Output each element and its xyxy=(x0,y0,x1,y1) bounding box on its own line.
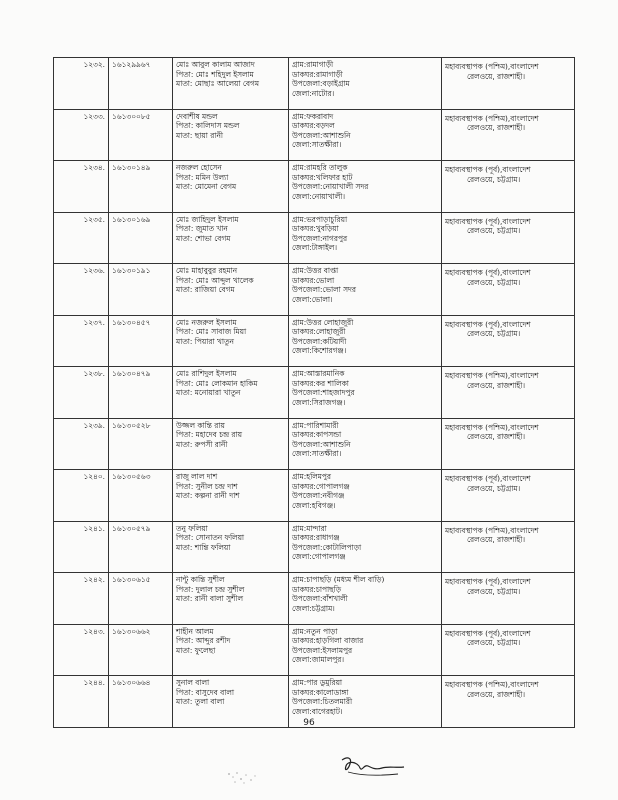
office-cell xyxy=(442,573,575,625)
address-upazila: উপজেলা:নবীগঞ্জ xyxy=(292,491,345,501)
address-district: জেলা:জামালপুর। xyxy=(292,655,344,665)
roll-number: ১৬১৩০৫৬৩ xyxy=(112,472,151,481)
candidate-name: তনু ফলিয়া xyxy=(176,523,208,533)
office-line-2: রেলওয়ে, রাজশাহী। xyxy=(467,380,526,390)
address-post-office: ডাকঘর:কাপসন্ডা xyxy=(292,430,342,440)
address-post-office: ডাকঘর:কালোডাঙ্গা xyxy=(292,687,349,697)
address-district: জেলা:সিরাজগঞ্জ। xyxy=(292,397,346,407)
office-line-2: রেলওয়ে, রাজশাহী। xyxy=(467,123,526,133)
serial-cell xyxy=(54,58,109,110)
mother-name: মাতা: পিয়ারা খাতুন xyxy=(176,336,234,346)
name-cell xyxy=(173,521,289,573)
mother-name: মাতা: মোমেনা বেগম xyxy=(176,182,237,192)
mother-name: মাতা: মনোয়ারা খাতুন xyxy=(176,388,241,398)
name-cell xyxy=(173,212,289,264)
address-village: গ্রাম:ফকরাবাদ xyxy=(292,111,334,121)
address-village: গ্রাম:পার ডুমুরিয়া xyxy=(292,678,343,687)
roll-number: ১৬১৩০৬১৫ xyxy=(112,575,151,584)
table-row xyxy=(54,418,575,470)
address-post-office: ডাকঘর:চাপাছড়ি xyxy=(292,584,342,594)
address-upazila: উপজেলা:নাগরপুর xyxy=(292,233,348,243)
address-post-office: ডাকঘর:হাড়গিলা বাজার xyxy=(292,636,364,646)
serial-cell xyxy=(54,212,109,264)
roll-number: ১৬১৩০৬৬৪ xyxy=(112,678,151,687)
address-village: গ্রাম:রামহরি তালুক xyxy=(292,163,348,172)
name-cell xyxy=(173,470,289,522)
address-upazila: উপজেলা:ইসলামপুর xyxy=(292,645,353,655)
mother-name: মাতা: রাজিয়া বেগম xyxy=(176,285,235,295)
serial-number: ১২৩৩. xyxy=(83,111,105,121)
office-line-2: রেলওয়ে, চট্টগ্রাম। xyxy=(467,174,521,184)
office-line-2: রেলওয়ে, চট্টগ্রাম। xyxy=(467,329,521,339)
serial-cell xyxy=(54,264,109,316)
father-name: পিতা: সুনীল চন্দ্র দাশ xyxy=(176,481,238,491)
candidate-name: নান্টু কান্তি সুশীল xyxy=(176,575,225,584)
office-line-2: রেলওয়ে, চট্টগ্রাম। xyxy=(467,638,521,648)
candidate-name: মোঃ মাহাবুবুর রহমান xyxy=(176,266,238,275)
address-district: জেলা:কিশোরগঞ্জ। xyxy=(292,346,347,356)
roll-number: ১৬১৩০৫২৮ xyxy=(112,420,151,430)
office-cell xyxy=(442,315,575,367)
signature-mark xyxy=(338,754,408,780)
serial-cell xyxy=(54,418,109,470)
address-post-office: ডাকঘর:ভোলা xyxy=(292,275,335,285)
office-cell xyxy=(442,58,575,110)
roll-number: ১৬১৩০১৬৯ xyxy=(112,214,151,224)
address-village: গ্রাম:রামাগাড়ী xyxy=(292,60,334,69)
serial-cell xyxy=(54,573,109,625)
office-line-1: মহাব্যবস্থাপক (পূর্ব),বাংলাদেশ xyxy=(445,474,531,483)
address-cell xyxy=(289,521,442,573)
table-row xyxy=(54,624,575,676)
father-name: পিতা: মমিন উল্যা xyxy=(176,172,229,182)
office-cell xyxy=(442,367,575,419)
office-line-2: রেলওয়ে, রাজশাহী। xyxy=(467,71,526,81)
address-post-office: ডাকঘর:লোহাজুরী xyxy=(292,327,346,337)
address-village: গ্রাম:নতুন পাড়া xyxy=(292,626,338,636)
address-village: গ্রাম:হলিমপুর xyxy=(292,472,331,481)
office-line-2: রেলওয়ে, রাজশাহী। xyxy=(467,432,526,442)
name-cell xyxy=(173,264,289,316)
father-name: পিতা: জুমাত খান xyxy=(176,224,228,234)
name-cell xyxy=(173,418,289,470)
mother-name: মাতা: মোছাঃ আলেয়া বেগম xyxy=(176,79,259,89)
office-cell xyxy=(442,212,575,264)
table-row xyxy=(54,367,575,419)
roll-number: ১৬১২৯৯৬৭ xyxy=(112,60,151,69)
table-row xyxy=(54,109,575,161)
candidate-name: মোঃ রাশিদুল ইসলাম xyxy=(176,369,237,378)
address-upazila: উপজেলা:শাহজাদপুর xyxy=(292,388,355,398)
address-cell xyxy=(289,161,442,213)
address-cell xyxy=(289,367,442,419)
roll-cell xyxy=(109,624,173,676)
table-row xyxy=(54,161,575,213)
office-line-2: রেলওয়ে, রাজশাহী। xyxy=(467,689,526,699)
name-cell xyxy=(173,624,289,676)
address-district: জেলা:গোপালগঞ্জ xyxy=(292,552,346,562)
address-district: জেলা:সাতক্ষীরা। xyxy=(292,449,342,459)
table-row xyxy=(54,521,575,573)
candidate-name: শাহীন আলম xyxy=(176,626,214,636)
roll-cell xyxy=(109,418,173,470)
address-village: গ্রাম:চাপাছড়ি (মধ্যম শীল বাড়ি) xyxy=(292,575,385,584)
candidate-name: সুনাল বালা xyxy=(176,678,210,687)
name-cell xyxy=(173,315,289,367)
roll-number: ১৬১৩০১৪৯ xyxy=(112,163,151,172)
serial-number: ১২৩৬. xyxy=(83,266,105,275)
roll-number: ১৬১৩০১৯১ xyxy=(112,266,151,275)
address-district: জেলা:সাতক্ষীরা। xyxy=(292,140,342,150)
serial-number: ১২৩৯. xyxy=(83,420,105,430)
mother-name: মাতা: রুপসী রানী xyxy=(176,439,228,449)
address-post-office: ডাকঘর:কর শালিকা xyxy=(292,378,349,388)
address-cell xyxy=(289,58,442,110)
office-cell xyxy=(442,161,575,213)
address-upazila: উপজেলা:চিতলমারী xyxy=(292,697,353,707)
roll-cell xyxy=(109,212,173,264)
office-line-1: মহাব্যবস্থাপক (পূর্ব),বাংলাদেশ xyxy=(445,268,531,277)
office-line-1: মহাব্যবস্থাপক (পূর্ব),বাংলাদেশ xyxy=(445,628,531,638)
address-upazila: উপজেলা:কোটালিপাড়া xyxy=(292,542,362,552)
candidate-name: রাজু লাল দাশ xyxy=(176,472,218,481)
roll-number: ১৬১৩০৬৬২ xyxy=(112,626,151,636)
table-row xyxy=(54,573,575,625)
serial-cell xyxy=(54,624,109,676)
office-line-2: রেলওয়ে, চট্টগ্রাম। xyxy=(467,226,521,236)
mother-name: মাতা: রানী বালা সুশীল xyxy=(176,594,243,604)
office-line-1: মহাব্যবস্থাপক (পূর্ব),বাংলাদেশ xyxy=(445,165,531,174)
name-cell xyxy=(173,573,289,625)
name-cell xyxy=(173,161,289,213)
mother-name: মাতা: কল্পনা রানী দাশ xyxy=(176,491,240,501)
candidate-name: নজরুল হোসেন xyxy=(176,163,222,172)
address-district: জেলা:ভোলা। xyxy=(292,294,333,304)
mother-name: মাতা: ফুলেছা xyxy=(176,645,216,655)
address-post-office: ডাকঘর:বড়দল xyxy=(292,121,335,131)
office-cell xyxy=(442,264,575,316)
serial-number: ১২৪৩. xyxy=(83,626,105,636)
candidate-name: মোঃ নজরুল ইসলাম xyxy=(176,317,237,327)
name-cell xyxy=(173,367,289,419)
roll-cell xyxy=(109,315,173,367)
office-cell xyxy=(442,470,575,522)
serial-cell xyxy=(54,367,109,419)
office-line-1: মহাব্যবস্থাপক (পশ্চিম),বাংলাদেশ xyxy=(445,525,539,535)
roll-cell xyxy=(109,58,173,110)
serial-cell xyxy=(54,161,109,213)
mother-name: মাতা: তুলা বালা xyxy=(176,697,225,707)
table-row xyxy=(54,212,575,264)
address-district: জেলা:বাগেরহাট। xyxy=(292,706,343,716)
serial-number: ১২৪৪. xyxy=(83,678,105,687)
table-row xyxy=(54,58,575,110)
address-village: গ্রাম:পারিশামারী xyxy=(292,420,339,430)
scan-smudge xyxy=(224,768,264,788)
address-upazila: উপজেলা:বাঁশখালী xyxy=(292,594,348,604)
candidate-name: উজ্জল কান্তি রায় xyxy=(176,420,225,430)
address-upazila: উপজেলা:নোয়াখালী সদর xyxy=(292,182,369,192)
address-cell xyxy=(289,470,442,522)
office-line-2: রেলওয়ে, চট্টগ্রাম। xyxy=(467,483,521,493)
address-post-office: ডাকঘর:গোপালগঞ্জ xyxy=(292,481,350,491)
office-line-1: মহাব্যবস্থাপক (পশ্চিম),বাংলাদেশ xyxy=(445,422,539,432)
address-cell xyxy=(289,624,442,676)
father-name: পিতা: সোনাতন ফলিয়া xyxy=(176,533,245,543)
office-line-1: মহাব্যবস্থাপক (পশ্চিম),বাংলাদেশ xyxy=(445,113,539,123)
serial-cell xyxy=(54,109,109,161)
roll-number: ১৬১৩০৪৭৯ xyxy=(112,369,151,378)
father-name: পিতা: মোঃ লোকমান হাকিম xyxy=(176,378,258,388)
roll-number: ১৬১৩০৪৫৭ xyxy=(112,317,151,327)
father-name: পিতা: মোঃ আব্দুল খালেক xyxy=(176,275,254,285)
father-name: পিতা: আব্দুর রশীদ xyxy=(176,636,231,646)
roll-cell xyxy=(109,470,173,522)
office-line-1: মহাব্যবস্থাপক (পশ্চিম),বাংলাদেশ xyxy=(445,371,539,380)
father-name: পিতা: বাসুদেব বালা xyxy=(176,687,235,697)
page-number: 96 xyxy=(303,718,315,728)
candidate-name: মোঃ আবুল কালাম আজাদ xyxy=(176,60,255,69)
address-village: গ্রাম:ভরপাড়াচুরিয়া xyxy=(292,214,348,224)
address-upazila: উপজেলা:ভোলা সদর xyxy=(292,285,356,295)
address-upazila: উপজেলা:আশাশুনি xyxy=(292,130,351,140)
roll-number: ১৬১৩০০৮৫ xyxy=(112,111,151,121)
office-cell xyxy=(442,418,575,470)
address-district: জেলা:টাঙ্গাইল। xyxy=(292,243,337,253)
serial-number: ১২৩৪. xyxy=(83,163,105,172)
table-row xyxy=(54,470,575,522)
father-name: পিতা: মোঃ শহিদুল ইসলাম xyxy=(176,69,254,79)
candidate-name: দেবাশীষ মন্ডল xyxy=(176,111,218,121)
office-line-1: মহাব্যবস্থাপক (পশ্চিম),বাংলাদেশ xyxy=(445,680,539,689)
serial-cell xyxy=(54,521,109,573)
name-cell xyxy=(173,58,289,110)
address-district: জেলা:নাটোর। xyxy=(292,88,335,98)
father-name: পিতা: মহাদেব চন্দ্র রায় xyxy=(176,430,242,440)
office-line-1: মহাব্যবস্থাপক (পূর্ব),বাংলাদেশ xyxy=(445,577,531,586)
address-village: গ্রাম:উত্তর বাপ্তা xyxy=(292,266,339,275)
office-line-1: মহাব্যবস্থাপক (পূর্ব),বাংলাদেশ xyxy=(445,216,531,226)
father-name: পিতা: মোঃ সাবাজ মিয়া xyxy=(176,327,247,337)
address-post-office: ডাকঘর:খুবড়িয়া xyxy=(292,224,339,234)
address-village: গ্রাম:উত্তর লোহাজুরী xyxy=(292,317,354,327)
candidate-table xyxy=(53,57,575,728)
address-cell xyxy=(289,212,442,264)
mother-name: মাতা: শোভা বেগম xyxy=(176,233,231,243)
address-upazila: উপজেলা:কটিয়াদী xyxy=(292,336,347,346)
mother-name: মাতা: ছায়া রানী xyxy=(176,130,223,140)
roll-cell xyxy=(109,573,173,625)
office-cell xyxy=(442,624,575,676)
serial-number: ১২৪১. xyxy=(83,523,105,533)
serial-cell xyxy=(54,315,109,367)
serial-number: ১২৪২. xyxy=(83,575,105,584)
office-line-2: রেলওয়ে, রাজশাহী। xyxy=(467,535,526,545)
office-line-2: রেলওয়ে, চট্টগ্রাম। xyxy=(467,586,521,596)
address-village: গ্রাম:আস্তারমানিক xyxy=(292,369,345,378)
table-row xyxy=(54,315,575,367)
father-name: পিতা: কালিদাস মন্ডল xyxy=(176,121,240,131)
serial-number: ১২৩২. xyxy=(83,60,105,69)
office-cell xyxy=(442,521,575,573)
address-cell xyxy=(289,315,442,367)
address-post-office: ডাকঘর:খলিফার হাট xyxy=(292,172,353,182)
serial-number: ১২৩৭. xyxy=(83,317,105,327)
roll-cell xyxy=(109,521,173,573)
office-line-1: মহাব্যবস্থাপক (পশ্চিম),বাংলাদেশ xyxy=(445,62,539,71)
office-cell xyxy=(442,109,575,161)
address-cell xyxy=(289,418,442,470)
address-post-office: ডাকঘর:রামাগাড়ী xyxy=(292,69,343,79)
address-upazila: উপজেলা:বড়াইগ্রাম xyxy=(292,79,350,89)
roll-cell xyxy=(109,264,173,316)
address-upazila: উপজেলা:আশাশুনি xyxy=(292,439,351,449)
mother-name: মাতা: শান্তি ফলিয়া xyxy=(176,542,231,552)
candidate-table-body xyxy=(54,58,575,728)
address-district: জেলা:নোয়াখালী। xyxy=(292,191,346,201)
address-post-office: ডাকঘর:রাধাগঞ্জ xyxy=(292,533,340,543)
address-cell xyxy=(289,264,442,316)
roll-cell xyxy=(109,161,173,213)
serial-number: ১২৪০. xyxy=(83,472,105,481)
address-cell xyxy=(289,109,442,161)
address-village: গ্রাম:মান্দারা xyxy=(292,523,327,533)
roll-number: ১৬১৩০৫৭৯ xyxy=(112,523,151,533)
address-district: জেলা:হবিগঞ্জ। xyxy=(292,500,336,510)
name-cell xyxy=(173,109,289,161)
serial-cell xyxy=(54,470,109,522)
address-cell xyxy=(289,573,442,625)
serial-number: ১২৩৫. xyxy=(83,214,105,224)
serial-number: ১২৩৮. xyxy=(83,369,105,378)
roll-cell xyxy=(109,109,173,161)
roll-cell xyxy=(109,367,173,419)
office-line-1: মহাব্যবস্থাপক (পূর্ব),বাংলাদেশ xyxy=(445,319,531,329)
father-name: পিতা: দুলাল চন্দ্র সুশীল xyxy=(176,584,245,594)
candidate-name: মোঃ জাহিদুল ইসলাম xyxy=(176,214,239,224)
address-district: জেলা:চট্টগ্রাম। xyxy=(292,603,335,613)
office-line-2: রেলওয়ে, চট্টগ্রাম। xyxy=(467,277,521,287)
table-row xyxy=(54,264,575,316)
